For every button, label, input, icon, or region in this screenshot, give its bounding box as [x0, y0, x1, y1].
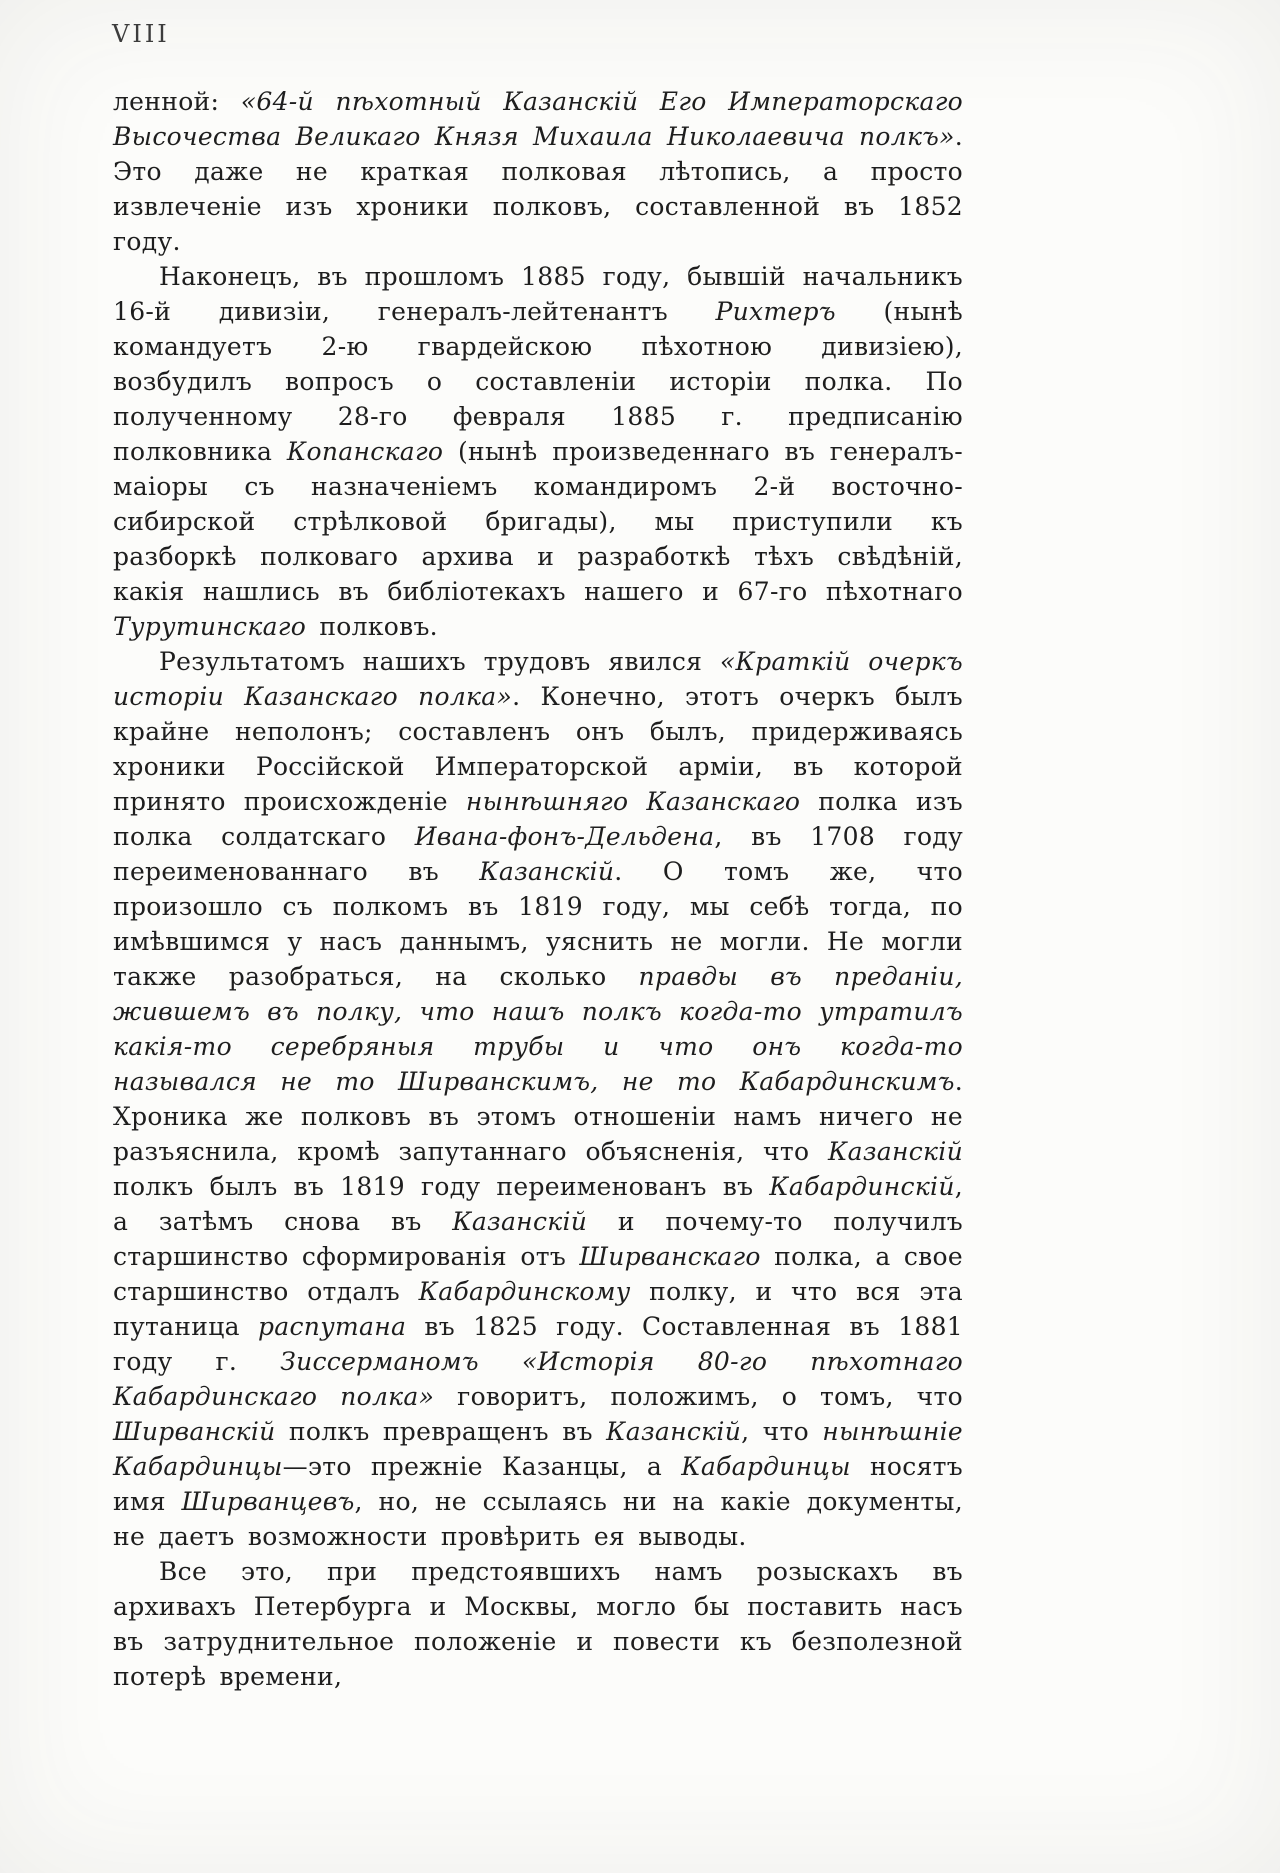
italic-segment: «Исторія 80-го пѣхотнаго Кабардинскаго полка» — [113, 1347, 963, 1411]
text-segment: . Это даже не краткая полковая лѣтопись, а просто извлеченіе изъ хроники полковъ, составленной въ 1852 году. — [113, 122, 963, 256]
text-segment: . Хроника же полковъ въ этомъ отношеніи намъ ничего не разъяснила, кромѣ запутаннаго объясненія, что — [113, 1067, 963, 1166]
text-segment: полкъ превращенъ въ — [275, 1417, 607, 1446]
italic-segment: Казанскій — [452, 1207, 588, 1236]
italic-segment: Казанскій — [606, 1417, 742, 1446]
text-segment: носятъ имя — [113, 1452, 963, 1516]
text-segment: , въ 1708 году переименованнаго въ — [113, 822, 963, 886]
text-segment: Все это, при предстоявшихъ намъ розыскахъ въ архивахъ Петербурга и Москвы, могло бы поставить насъ въ затруднительное положеніе и повести къ безполезной потерѣ времени, — [113, 1557, 963, 1691]
paragraph — [113, 1554, 963, 1694]
text-segment: полку, и что вся эта путаница — [113, 1277, 964, 1341]
text-segment: Наконецъ, въ прошломъ 1885 году, бывшій начальникъ 16-й дивизіи, генералъ-лейтенантъ — [113, 262, 963, 326]
italic-segment: нынѣшніе Кабардинцы — [113, 1417, 963, 1481]
text-segment: въ 1825 году. Составленная въ 1881 году г. — [113, 1312, 964, 1376]
text-segment: . О томъ же, что произошло съ полкомъ въ 1819 году, мы себѣ тогда, по имѣвшимся у насъ даннымъ, уяснить не могли. Не могли также разобраться, на сколько — [113, 857, 963, 991]
text-segment — [479, 1347, 522, 1376]
italic-segment: Ивана-фонъ-Дельдена — [414, 822, 715, 851]
text-segment: , но, не ссылаясь ни на какіе документы, не даетъ возможности провѣрить ея выводы. — [113, 1487, 963, 1551]
italic-segment: правды въ преданіи, жившемъ въ полку, что нашъ полкъ когда-то утратилъ какія-то серебряныя трубы и что онъ когда-то назывался не то Ширванскимъ, не то Кабардинскимъ — [113, 962, 963, 1096]
text-segment: полка, а свое старшинство отдалъ — [113, 1242, 963, 1306]
text-segment: говоритъ, положимъ, о томъ, что — [434, 1382, 963, 1411]
paragraph — [113, 644, 963, 1554]
italic-segment: Турутинскаго — [113, 612, 307, 641]
text-segment: ленной: — [113, 87, 241, 116]
text-block — [113, 84, 963, 1694]
italic-segment: Рихтеръ — [715, 297, 836, 326]
page-number: VIII — [112, 20, 170, 48]
italic-segment: «Краткій очеркъ исторіи Казанскаго полка» — [113, 647, 963, 711]
text-segment: (нынѣ произведеннаго въ генералъ-маіоры съ назначеніемъ командиромъ 2-й восточно-сибирской стрѣлковой бригады), мы приступили къ разборкѣ полковаго архива и разработкѣ тѣхъ свѣдѣній, какія нашлись въ библіотекахъ нашего и 67-го пѣхотнаго — [113, 437, 963, 606]
text-segment: полкъ былъ въ 1819 году переименованъ въ — [113, 1172, 770, 1201]
text-segment: (нынѣ командуетъ 2-ю гвардейскою пѣхотною дивизіею), возбудилъ вопросъ о составленіи исторіи полка. По полученному 28-го февраля 1885 г. предписанію полковника — [113, 297, 963, 466]
text-segment: . Конечно, этотъ очеркъ былъ крайне неполонъ; составленъ онъ былъ, придерживаясь хроники Россійской Императорской арміи, въ которой принято происхожденіе — [113, 682, 963, 816]
text-segment: —это прежніе Казанцы, а — [282, 1452, 682, 1481]
italic-segment: Казанскій — [479, 857, 615, 886]
italic-segment: Копанскаго — [286, 437, 444, 466]
text-segment: и почему-то получилъ старшинство сформированія отъ — [113, 1207, 963, 1271]
italic-segment: распутана — [258, 1312, 407, 1341]
italic-segment: Казанскій — [828, 1137, 963, 1166]
text-segment: , а затѣмъ снова въ — [113, 1172, 963, 1236]
text-segment: , что — [741, 1417, 823, 1446]
italic-segment: «64-й пѣхотный Казанскій Его Императорскаго Высочества Великаго Князя Михаила Николаевича полкъ» — [113, 87, 963, 151]
italic-segment: Кабардинскому — [418, 1277, 631, 1306]
italic-segment: Кабардинцы — [681, 1452, 851, 1481]
italic-segment: Ширванцевъ — [181, 1487, 355, 1516]
italic-segment: Зиссерманомъ — [280, 1347, 479, 1376]
italic-segment: нынѣшняго Казанскаго — [465, 787, 801, 816]
text-segment: полка изъ полка солдатскаго — [113, 787, 963, 851]
text-segment: Результатомъ нашихъ трудовъ явился — [159, 647, 720, 676]
italic-segment: Кабардинскій — [769, 1172, 955, 1201]
paragraph — [113, 84, 963, 259]
italic-segment: Ширванскій — [113, 1417, 276, 1446]
paragraph — [113, 259, 963, 644]
text-segment: полковъ. — [306, 612, 438, 641]
italic-segment: Ширванскаго — [579, 1242, 761, 1271]
